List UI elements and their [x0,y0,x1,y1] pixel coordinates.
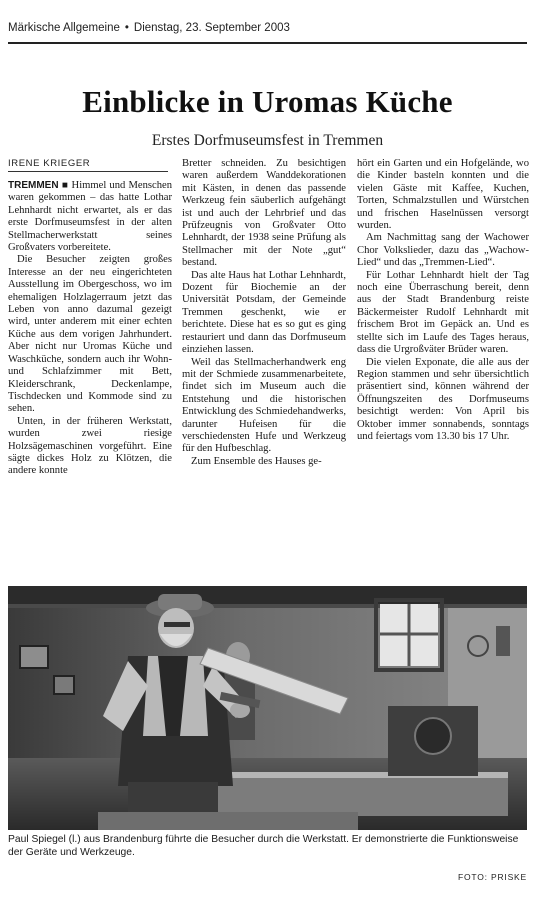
issue-date: Dienstag, 23. September 2003 [133,22,290,34]
article-paragraph: Unten, in der früheren Werkstatt, wurden zwei riesige Holzsägemaschinen vorgeführt. Eine sägte dickes Holz zu Klötzen, die andere konnte [8,415,172,477]
article-paragraph: Die vielen Exponate, die alle aus der Region stammen und sehr übersichtlich präsentiert sind, können während der Öffnungszeiten des Dorfmuseums besichtigt werden: Von April bis Oktober immer sonnabends, sonntags und feiertags vom 13.30 bis 17 Uhr. [357,356,529,442]
photo-caption: Paul Spiegel (l.) aus Brandenburg führte die Besucher durch die Werkstatt. Er demonstrierte die Funktionsweise der Geräte und Werkzeuge. [8,834,519,858]
article-photo [8,586,527,830]
photo-credit: FOTO: PRISKE [458,872,527,882]
article-column-3 [357,158,529,443]
article-column-2 [182,158,346,468]
article-dateline: TREMMEN ■ [8,180,69,191]
masthead-separator: • [124,22,129,34]
article-headline: Einblicke in Uromas Küche [82,84,453,119]
article-paragraph: Für Lothar Lehnhardt hielt der Tag noch eine Überraschung bereit, denn aus der Stadt Brandenburg reiste Bäckermeister Rudolf Lehnhardt mit frischem Brot im Gepäck an. Und es stellte sich im Laufe des Tages heraus, dass die Urgroßväter Brüder waren. [357,269,529,356]
article-paragraph: Bretter schneiden. Zu besichtigen waren außerdem Wanddekorationen mit Kästen, in denen das passende Werkzeug fein säuberlich aufgehängt ist und auch der Lehrbrief und das Prüfzeugnis von Großvater Otto Lehnhardt, der 1938 seine Prüfung als Stellmacher mit der Note „gut“ bestand. [182,158,346,269]
masthead [8,22,527,44]
workshop-photo-illustration [8,586,527,830]
article-paragraph: Das alte Haus hat Lothar Lehnhardt, Dozent für Biochemie an der Universität Potsdam, der Gemeinde Tremmen geschenkt, wie er berichtete. Diese hat es so gut es ging restauriert und dann das Dorfmuseum einziehen lassen. [182,269,346,356]
article-byline: IRENE KRIEGER [8,158,168,172]
article-paragraph: Am Nachmittag sang der Wachower Chor Volkslieder, dazu das „Wachow-Lied“ und das „Tremmen-Lied“. [357,232,529,269]
article-paragraph: Zum Ensemble des Hauses ge- [191,455,322,467]
article-paragraph: Die Besucher zeigten großes Interesse an der neu eingerichteten Ausstellung im Obergeschoss, wo im ehemaligen Holzlagerraum jetzt das Leben von anno dazumal gezeigt wird, unter anderem mit einer echten Küche aus dem vorigen Jahrhundert. Aber nicht nur Uromas Küche und Waschküche, sondern auch ihr Wohn- und Schlafzimmer mit Bett, Kleiderschrank, Deckenlampe, Tischdecken und Kommode sind zu sehen. [8,254,172,415]
newspaper-name: Märkische Allgemeine [8,22,120,34]
article-column-1 [8,180,172,478]
article-paragraph: Weil das Stellmacherhandwerk eng mit der Schmiede zusammenarbeitete, findet sich im Museum auch die Entstehung und die historischen Entwicklung des Schmiedehandwerks, darunter Hufeisen für die verschiedensten Hufe und Werkzeug für den Hufbeschlag. [182,356,346,455]
article-paragraph: hört ein Garten und ein Hofgelände, wo die Kinder basteln konnten und die vielen Gäste mit Kaffee, Kuchen, Torten, Schmalzstullen und Würstchen und frischen Haselnüssen versorgt wurden. [357,158,529,232]
article-paragraph: TREMMEN ■ Himmel und Menschen waren gekommen – das hatte Lothar Lehnhardt nicht erwartet, als er das erste Dorfmuseumsfest in der alten Stellmacherwerkstatt seines Großvaters vorbereitete. [8,180,172,254]
article-subheadline: Erstes Dorfmuseumsfest in Tremmen [151,132,384,149]
